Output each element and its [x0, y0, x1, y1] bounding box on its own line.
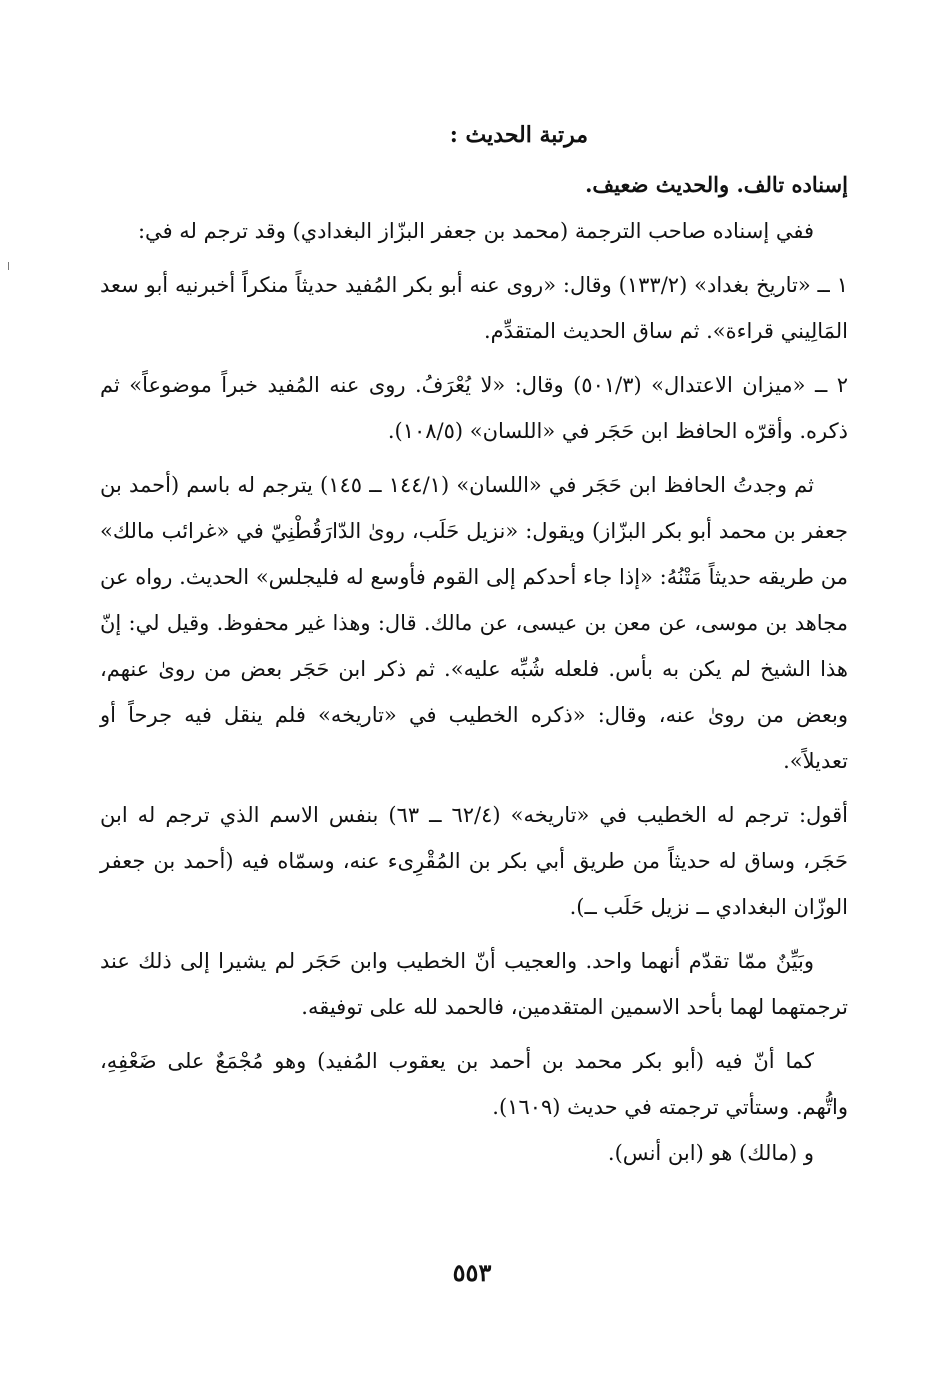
- hadith-verdict: إسناده تالف. والحديث ضعيف.: [585, 172, 848, 197]
- paragraph-intro: ففي إسناده صاحب الترجمة (محمد بن جعفر البزّاز البغدادي) وقد ترجم له في:: [137, 219, 814, 243]
- paragraph-comment: أقول: ترجم له الخطيب في «تاريخه» (٦٢/٤ ــ ٦٣) بنفس الاسم الذي ترجم له ابن حَجَر، وساق له حديثاً من طريق أبي بكر بن المُقْرِىء عنه، وسمّاه فيه (أحمد بن جعفر الوزّان البغدادي ــ نزيل حَلَب ــ).: [100, 803, 849, 919]
- page-number: ٥٥٣: [452, 1258, 492, 1287]
- paragraph-source-2: ٢ ــ «ميزان الاعتدال» (٥٠١/٣) وقال: «لا يُعْرَفُ. روى عنه المُفيد خبراً موضوعاً» ثم ذكره. وأقرّه الحافظ ابن حَجَر في «اللسان» (١٠٨/٥).: [100, 373, 848, 443]
- scan-mark: [8, 262, 9, 270]
- paragraph-conclusion: وبَيِّنٌ ممّا تقدّم أنهما واحد. والعجيب أنّ الخطيب وابن حَجَر لم يشيرا إلى ذلك عند ترجمتهما لهما بأحد الاسمين المتقدمين، فالحمد لله على توفيقه.: [100, 949, 848, 1019]
- paragraph-source-1: ١ ــ «تاريخ بغداد» (١٣٣/٢) وقال: «روى عنه أبو بكر المُفيد حديثاً منكراً أخبرنيه أبو سعد المَالِيني قراءة». ثم ساق الحديث المتقدِّم.: [100, 273, 848, 343]
- paragraph-lisan: ثم وجدتُ الحافظ ابن حَجَر في «اللسان» (١٤٤/١ ــ ١٤٥) يترجم له باسم (أحمد بن جعفر بن محمد أبو بكر البزّاز) ويقول: «نزيل حَلَب، روىٰ الدّارَقُطْنِيّ في «غرائب مالك» من طريقه حديثاً مَتْنُهُ: «إذا جاء أحدكم إلى القوم فأوسع له فليجلس» الحديث. رواه عن مجاهد بن موسى، عن معن بن عيسى، عن مالك. قال: وهذا غير محفوظ. وقيل لي: إنّ هذا الشيخ لم يكن به بأس. فلعله شُبِّه عليه». ثم ذكر ابن حَجَر بعض من روىٰ عنهم، وبعض من روىٰ عنه، وقال: «ذكره الخطيب في «تاريخه» فلم ينقل فيه جرحاً أو تعديلاً».: [100, 473, 848, 773]
- paragraph-malik: و (مالك) هو (ابن أنس).: [607, 1141, 814, 1165]
- page-body: [100, 112, 848, 1176]
- section-title: مرتبة الحديث :: [449, 122, 588, 148]
- paragraph-mufid: كما أنّ فيه (أبو بكر محمد بن أحمد بن يعقوب المُفيد) وهو مُجْمَعٌ على ضَعْفِهِ، واتُّهم. وستأتي ترجمته في حديث (١٦٠٩).: [100, 1049, 848, 1119]
